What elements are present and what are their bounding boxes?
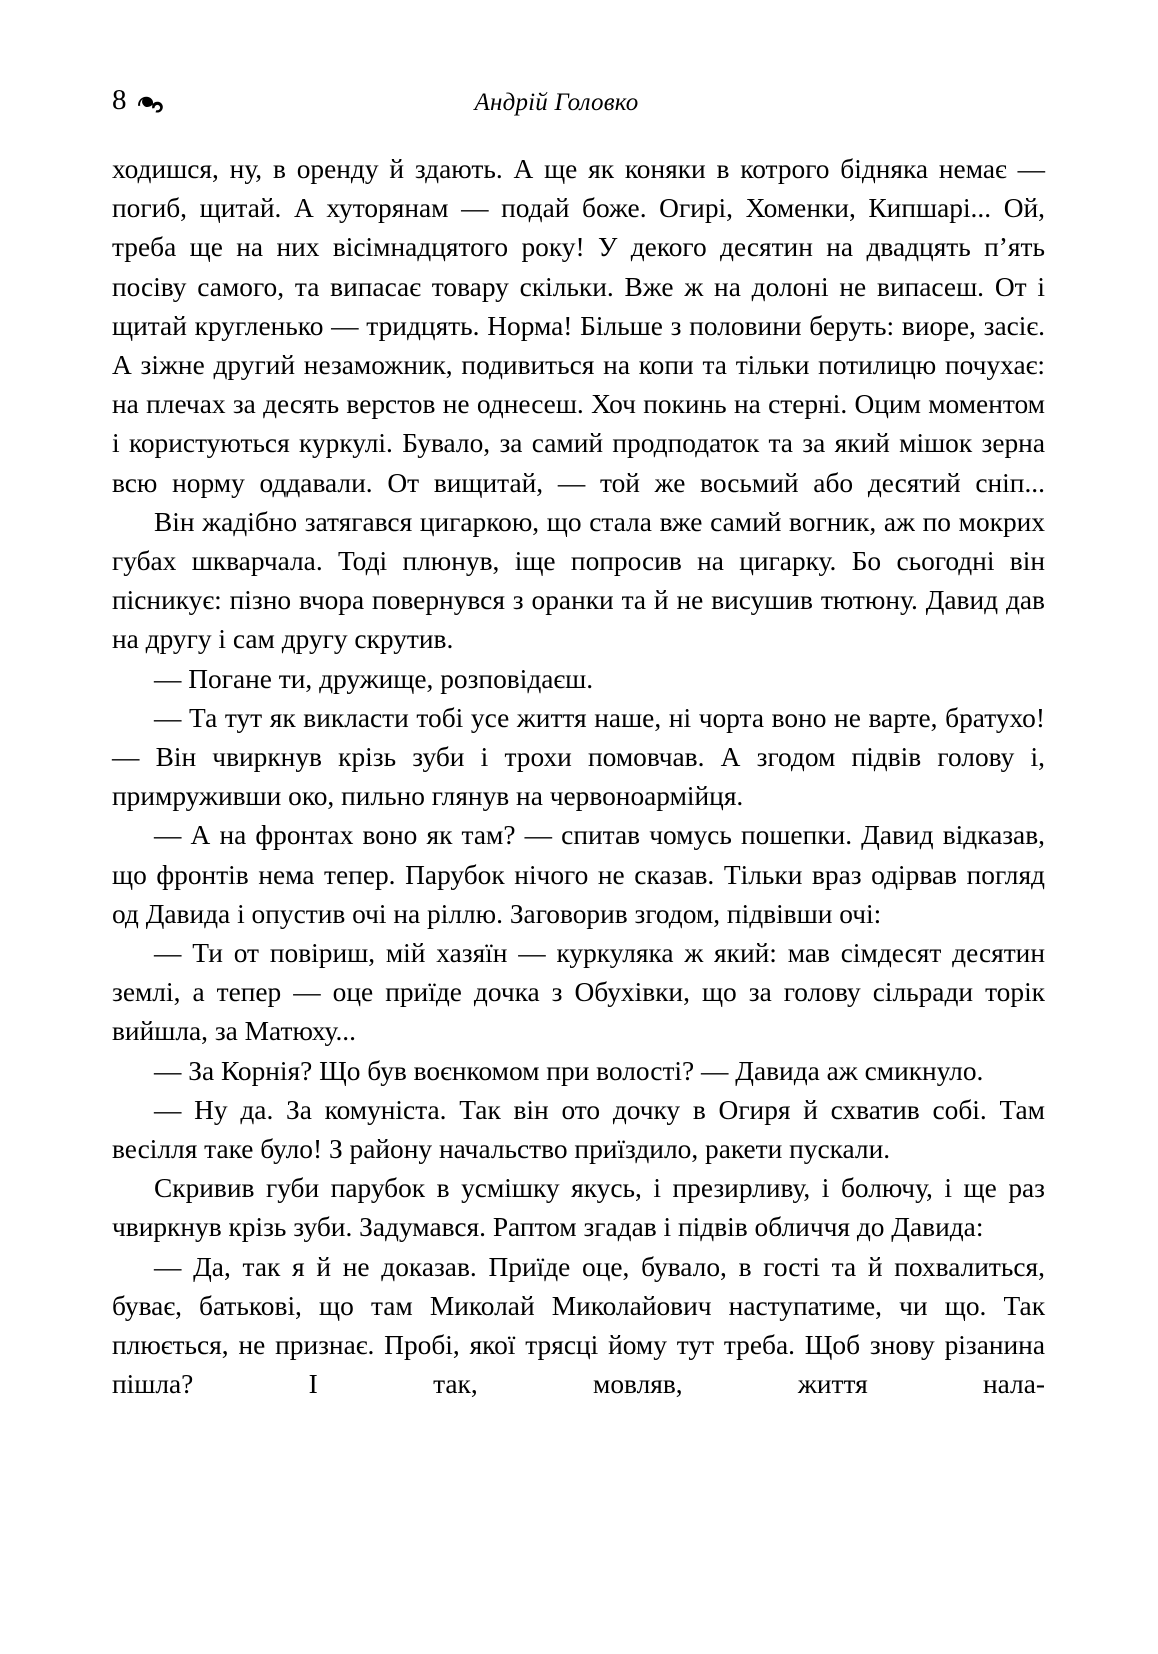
dialogue-paragraph: — За Корнія? Що був воєнкомом при волості? — Давида аж смикнуло. [154,1055,984,1086]
running-head-author: Андрій Головко [474,89,639,116]
paragraph-continuation: ходишся, ну, в оренду й здають. А ще як коняки в котрого бідняка немає — погиб, щитай. А хуторянам — подай боже. Огирі, Хоменки, Кипшарі... Ой, треба ще на них вісімнадцятого року! У декого десятин на двадцять п’ять посіву самого, та випасає товару скільки. Вже ж на долоні не випасеш. От і щитай кругленько — тридцять. Норма! Більше з половини беруть: виоре, засіє. А зіжне другий незаможник, подивиться на копи та тільки потилицю почухає: на плечах за десять верстов не однесеш. Хоч покинь на стерні. Оцим моментом і користуються куркулі. Бувало, за самий продподаток та за який мішок зерна всю норму оддавали. От вищитай, — той же восьмий або десятий сніп... [112,154,1045,498]
dialogue-paragraph: — А на фронтах воно як там? — спитав чомусь пошепки. Давид відказав, що фронтів нема тепер. Парубок нічого не сказав. Тільки враз одірвав погляд од Давида і опустив очі на ріллю. Заговорив згодом, підвівши очі: [112,820,1045,929]
dialogue-paragraph: — Да, так я й не доказав. Приїде оце, бувало, в гості та й похвалиться, буває, батькові, що там Миколай Миколайович наступатиме, чи що. Так плюється, не признає. Пробі, якої трясці йому тут треба. Щоб знову різанина пішла? І так, мовляв, життя нала- [112,1251,1045,1400]
running-head [112,86,1045,126]
page-number: 8 [112,84,127,116]
dialogue-paragraph: — Ну да. За комуніста. Так він ото дочку в Огиря й схватив собі. Там весілля таке було! З району начальство приїздило, ракети пускали. [112,1094,1045,1165]
dialogue-paragraph: — Ти от повіриш, мій хазяїн — куркуляка ж який: мав сімдесят десятин землі, а тепер — оце приїде дочка з Обухівки, що за голову сільради торік вийшла, за Матюху... [112,938,1045,1047]
paragraph: Скривив губи парубок в усмішку якусь, і презирливу, і болючу, і ще раз чвиркнув крізь зуби. Задумався. Раптом згадав і підвів обличчя до Давида: [112,1173,1045,1243]
dialogue-paragraph: — Та тут як викласти тобі усе життя наше, ні чорта воно не варте, братухо! — Він чвиркнув крізь зуби і трохи помовчав. А згодом підвів голову і, примруживши око, пильно глянув на червоноармійця. [112,702,1045,812]
dialogue-paragraph: — Погане ти, дружище, розповідаєш. [154,663,594,694]
paragraph: Він жадібно затягався цигаркою, що стала вже самий вогник, аж по мокрих губах шкварчала. Тоді плюнув, іще попросив на цигарку. Бо сьогодні він пісникує: пізно вчора повернувся з оранки та й не висушив тютюну. Давид дав на другу і сам другу скрутив. [112,506,1045,655]
body-text-block [112,150,1045,1405]
